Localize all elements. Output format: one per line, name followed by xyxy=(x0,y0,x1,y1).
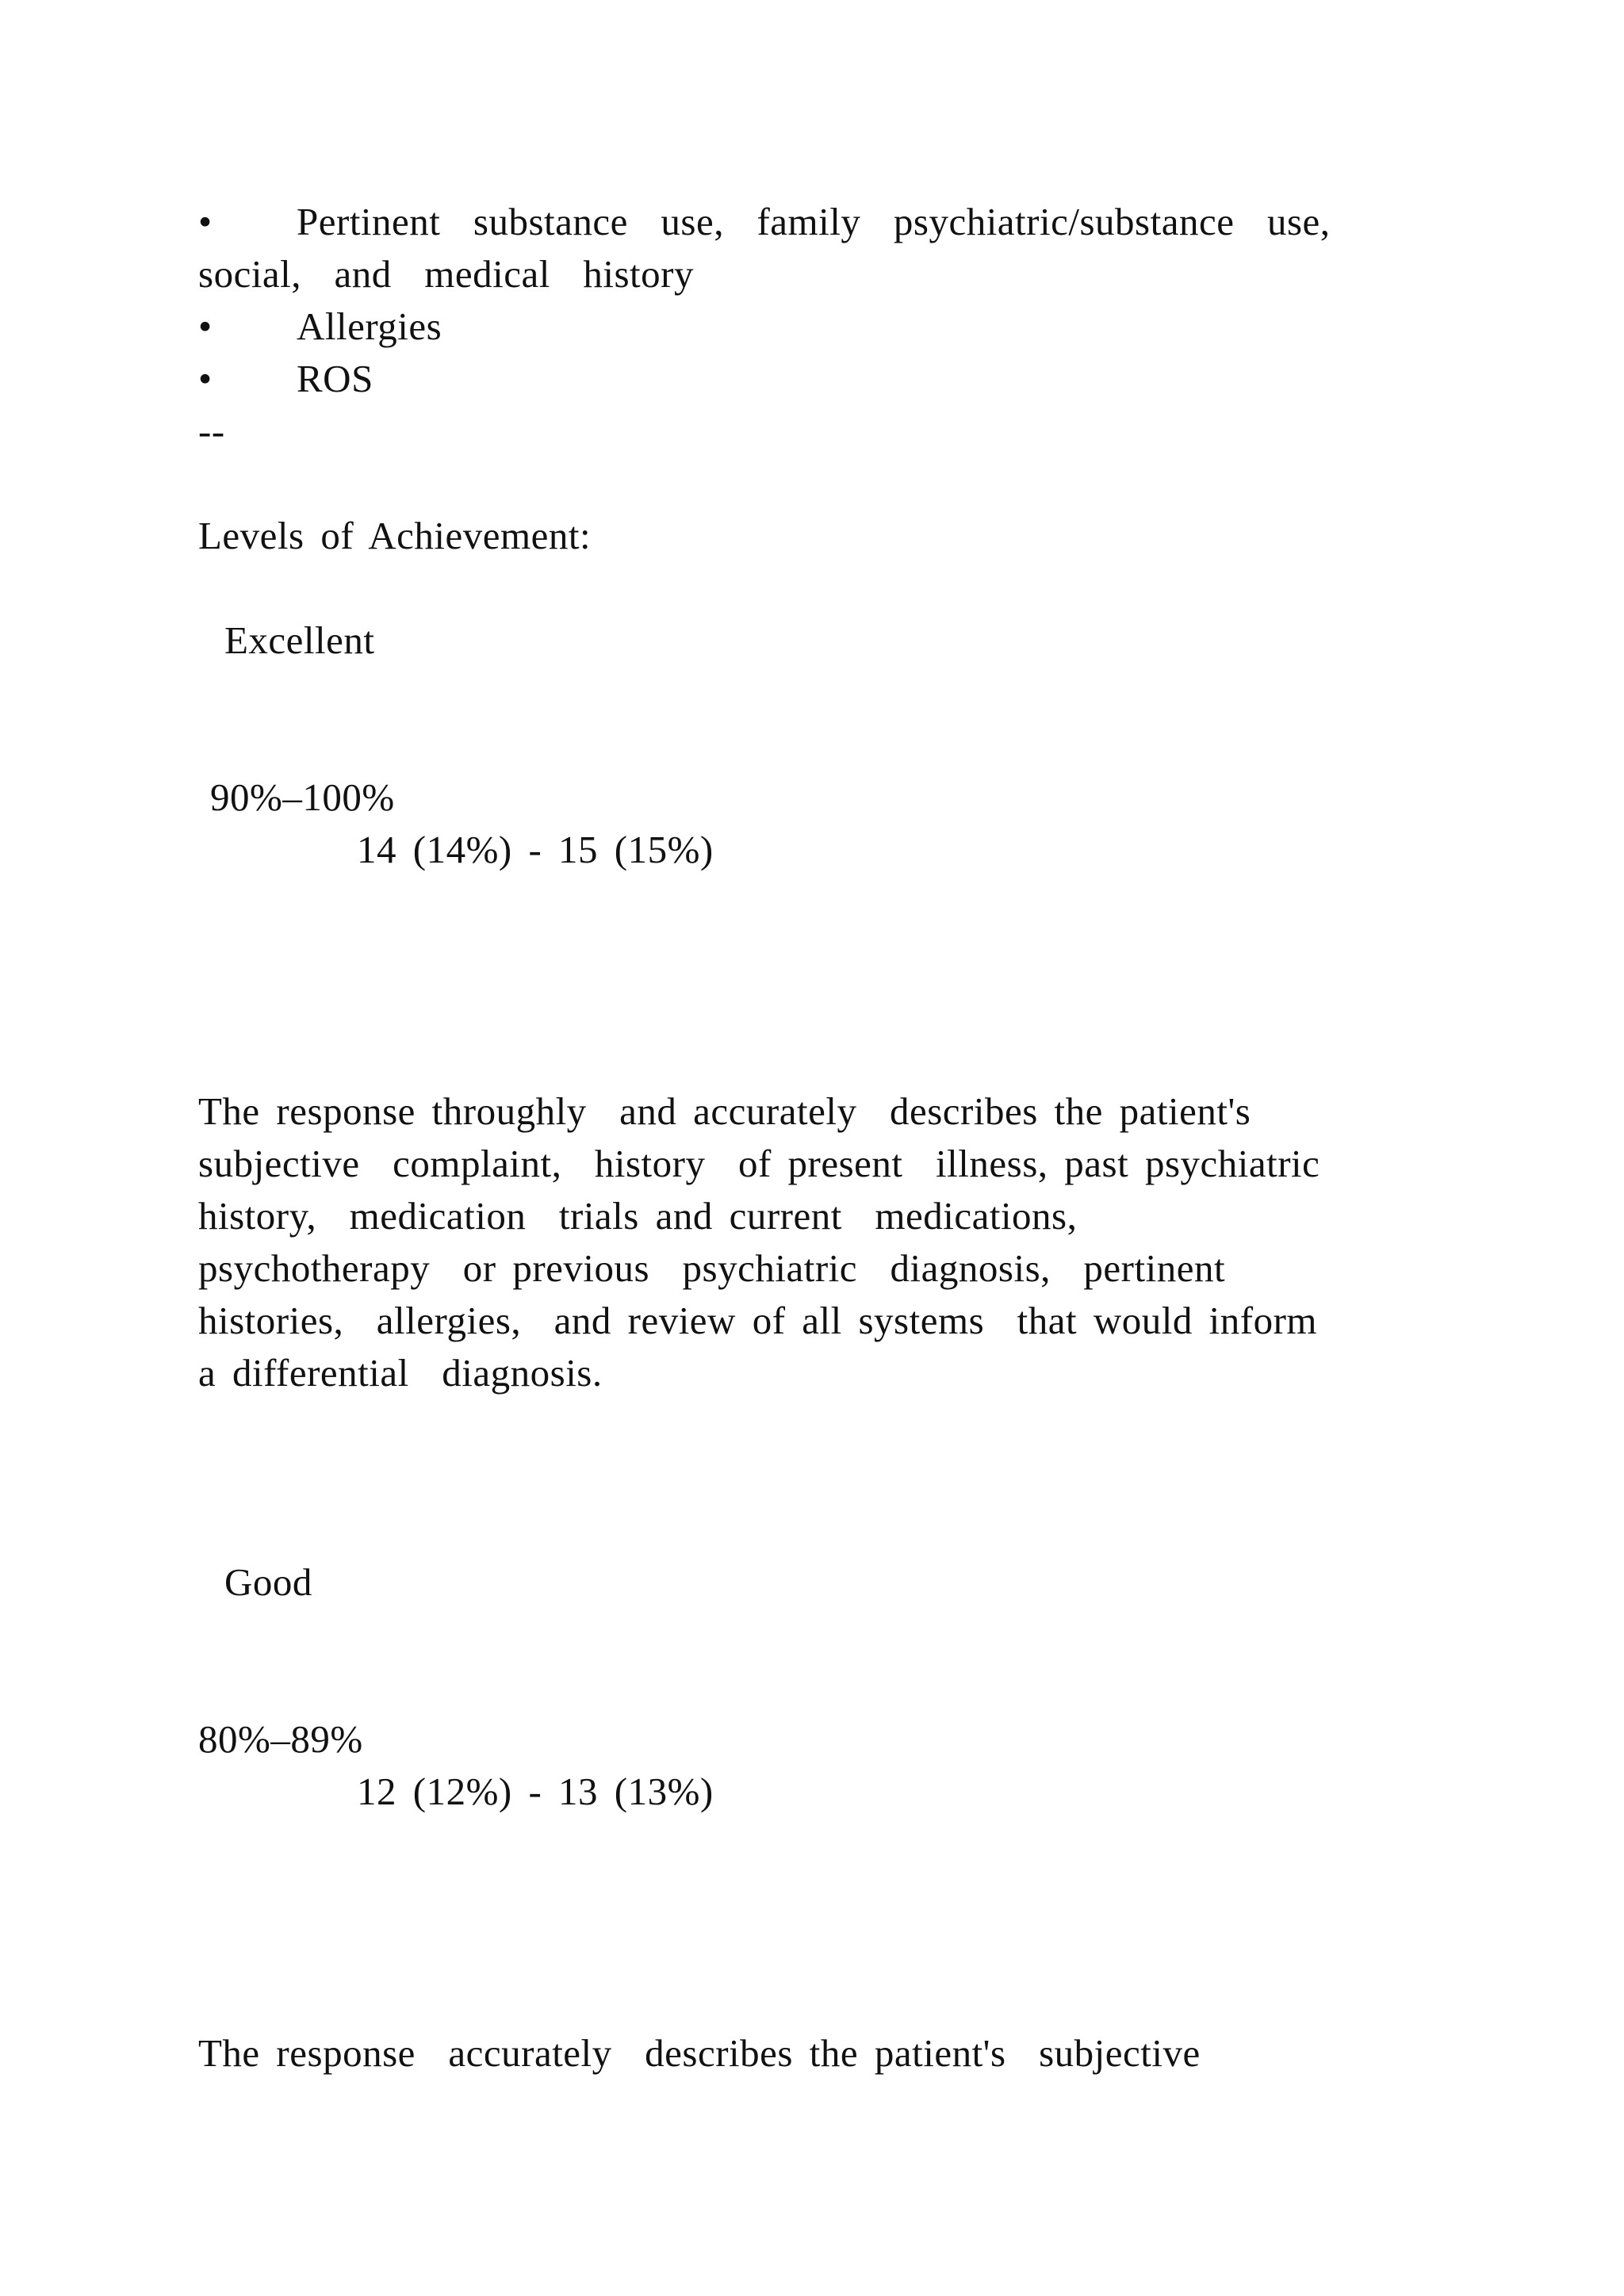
level-description-line: a differential diagnosis. xyxy=(198,1351,603,1395)
level-percent-range: 90%–100% xyxy=(210,775,395,819)
bullet-text-line: Pertinent substance use, family psychiatric/substance use, xyxy=(297,200,1331,243)
bullet-text-line: social, and medical history xyxy=(198,252,694,296)
bullet-marker: • xyxy=(198,200,213,243)
bullet-marker: • xyxy=(198,304,213,348)
level-percent-range: 80%–89% xyxy=(198,1717,363,1761)
separator: -- xyxy=(198,409,225,453)
bullet-text-line: Allergies xyxy=(297,304,442,348)
level-description-line: subjective complaint, history of present illness, past psychiatric xyxy=(198,1142,1320,1185)
level-points-range: 12 (12%) - 13 (13%) xyxy=(357,1770,714,1813)
level-description-line: history, medication trials and current medications, xyxy=(198,1194,1078,1238)
level-description-line: The response accurately describes the patient's subjective xyxy=(198,2031,1201,2075)
level-description-line: The response throughly and accurately describes the patient's xyxy=(198,1089,1251,1133)
levels-heading: Levels of Achievement: xyxy=(198,514,592,557)
level-description-line: psychotherapy or previous psychiatric diagnosis, pertinent xyxy=(198,1246,1226,1290)
level-name: Good xyxy=(224,1560,312,1604)
bullet-text-line: ROS xyxy=(297,357,373,400)
bullet-marker: • xyxy=(198,357,213,400)
level-description-line: histories, allergies, and review of all systems that would inform xyxy=(198,1299,1318,1342)
level-name: Excellent xyxy=(224,618,375,662)
level-points-range: 14 (14%) - 15 (15%) xyxy=(357,828,714,871)
